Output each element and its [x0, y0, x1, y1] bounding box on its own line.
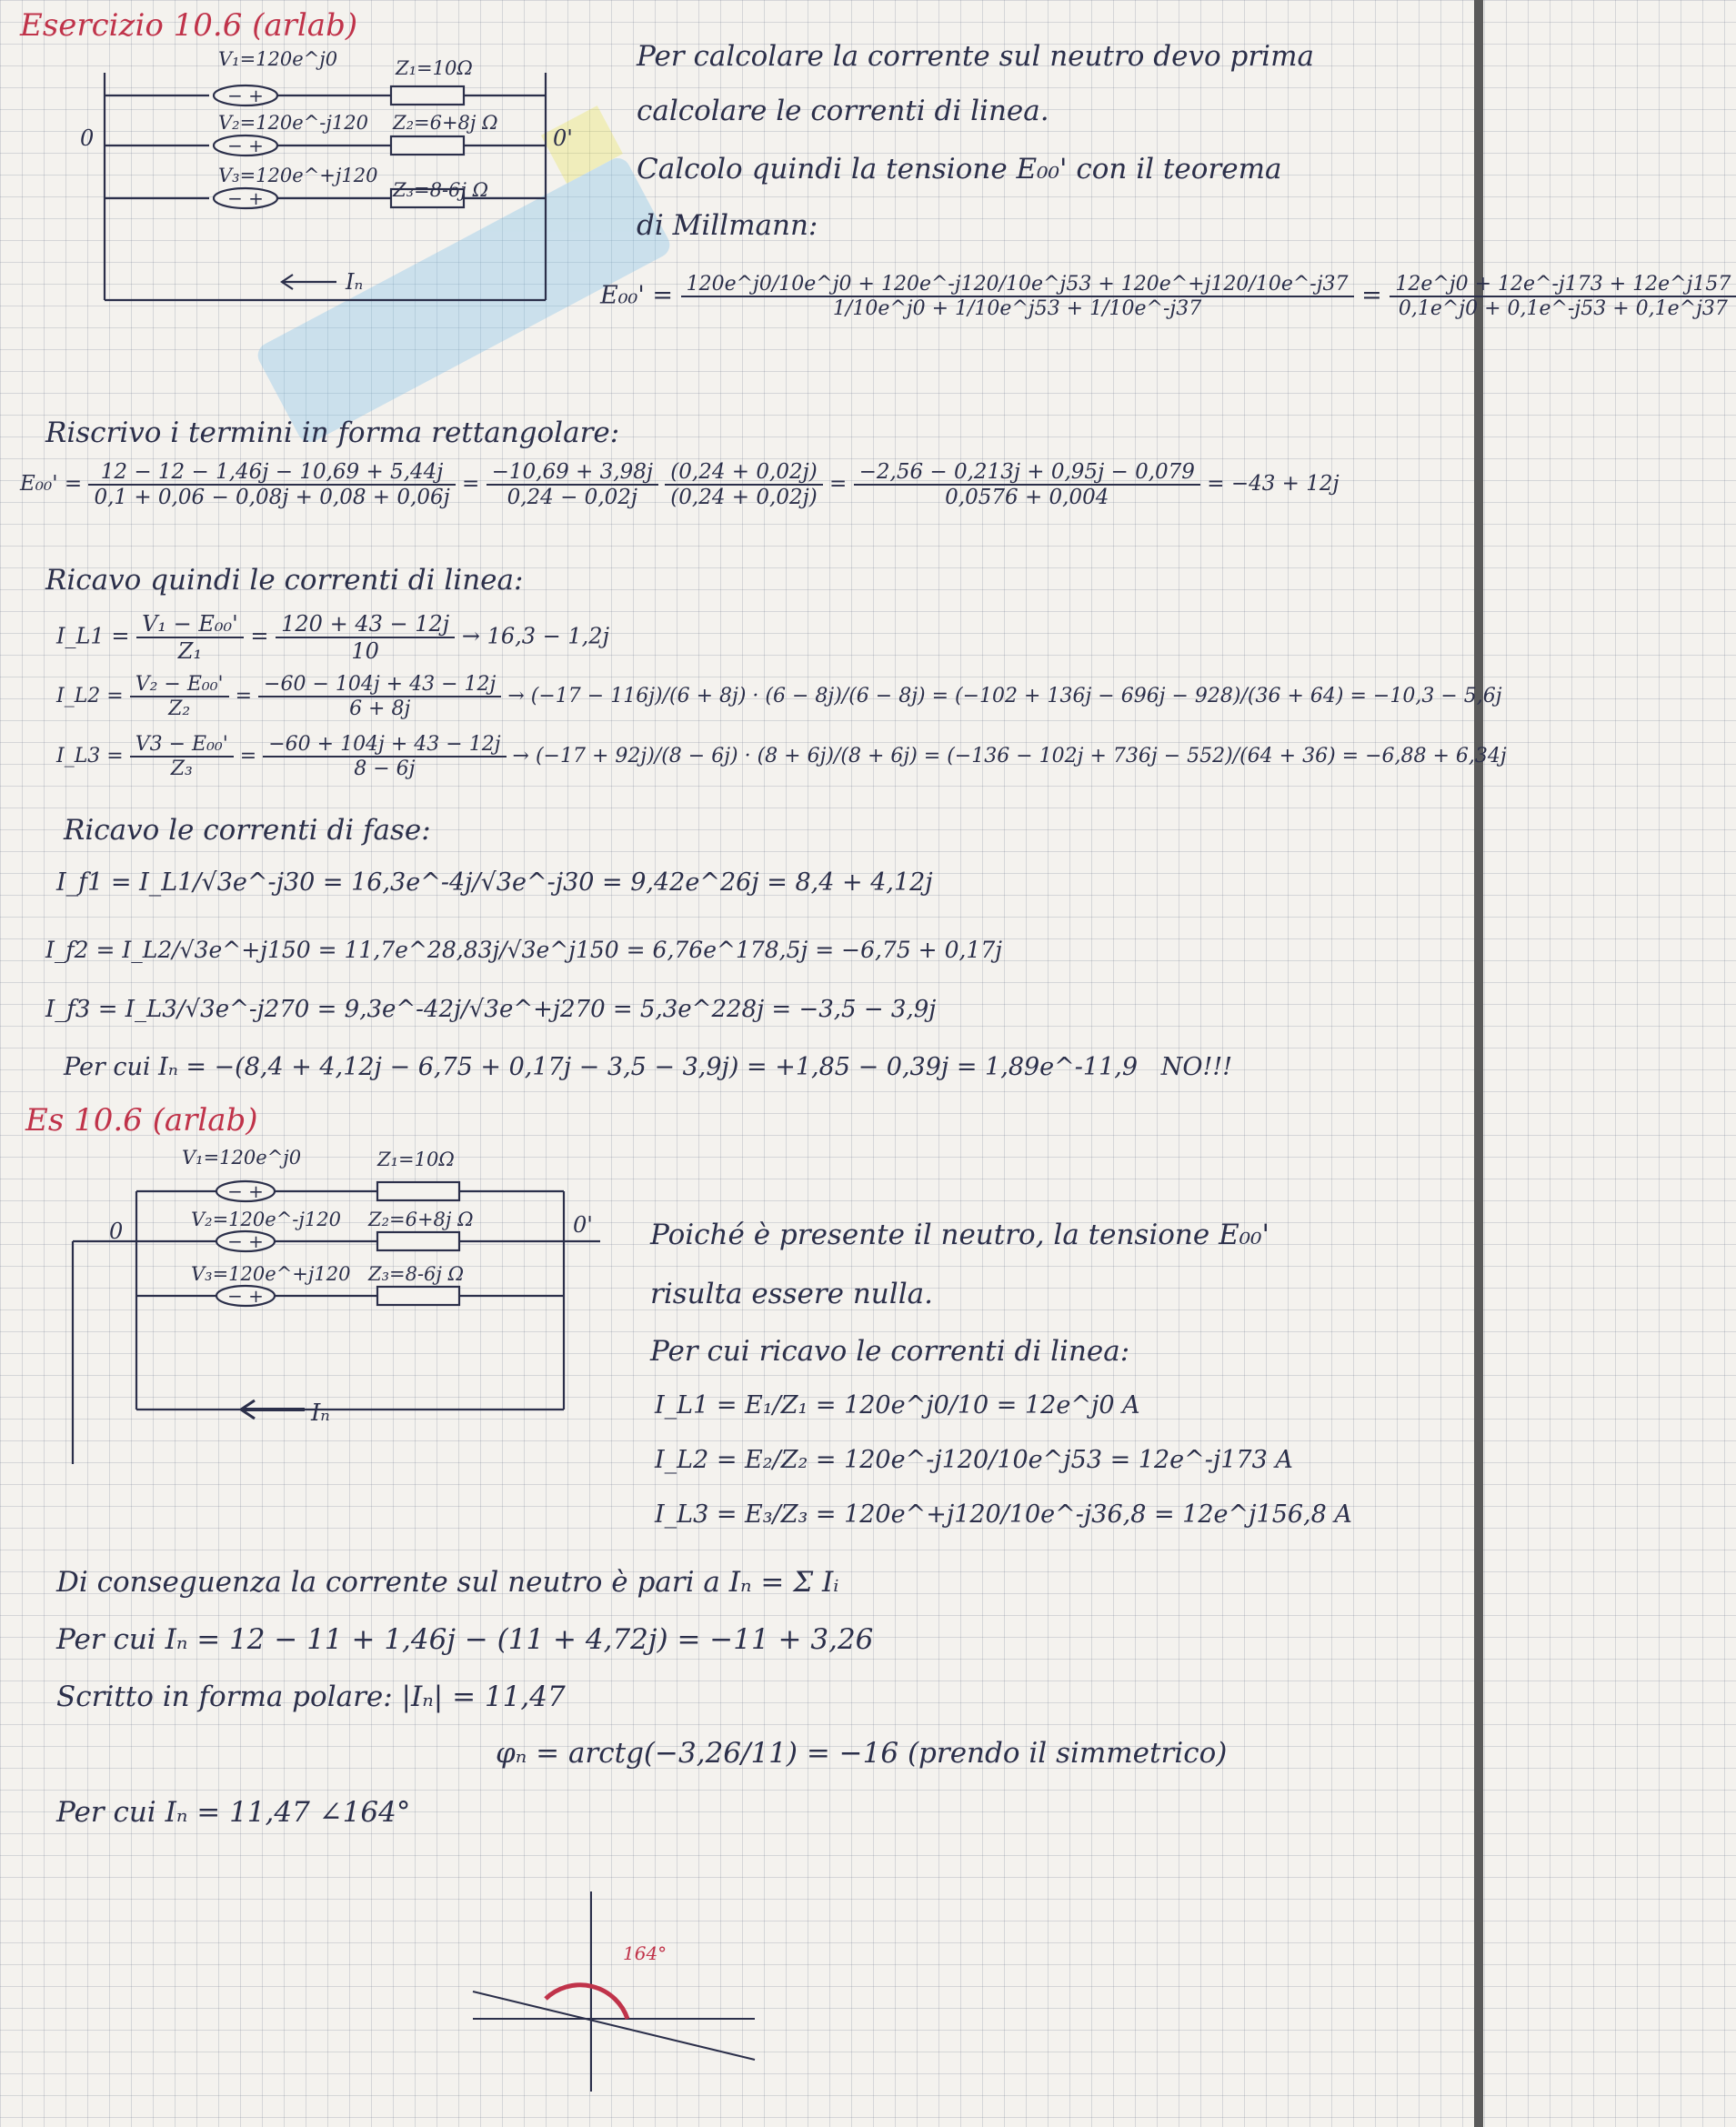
ex1-il1-row: I_L1 = $\frac{\text{V₁ − E₀₀'}}{\text{Z₁}}$ = $\frac{120 + 43 - 12j}{10}$ → 16,3 − 1,2j [56, 611, 610, 664]
ex2-v1-label: V₁=120e^j0 [182, 1147, 302, 1169]
ex2-conclusion-3: Scritto in forma polare: |Iₙ| = 11,47 [56, 1681, 566, 1713]
il2-f2: −60 − 104j + 43 − 12j [258, 673, 501, 697]
ex1-intro-1: Per calcolare la corrente sul neutro devo prima [637, 40, 1314, 73]
ex1-z2-label: Z₂=6+8j Ω [393, 112, 498, 134]
millman-num2: 12e^j0 + 12e^-j173 + 12e^j157 [1390, 273, 1736, 297]
il2-f1: V₂ − E₀₀' [130, 673, 229, 697]
ex1-z1-label: Z₁=10Ω [396, 57, 473, 79]
ex2-intro-3: Per cui ricavo le correnti di linea: [650, 1335, 1130, 1368]
ex1-in-row [64, 1053, 1232, 1081]
ex1-line-heading: Ricavo quindi le correnti di linea: [45, 564, 524, 597]
ex2-il3: I_L3 = E₃/Z₃ = 120e^+j120/10e^-j36,8 = 12e^j156,8 A [655, 1500, 1352, 1529]
il3-arrow: → [512, 745, 529, 768]
svg-text:− +: − + [227, 1230, 264, 1252]
ex1-circuit-diagram [36, 36, 618, 309]
ex2-intro-1: Poiché è presente il neutro, la tensione E₀₀' [650, 1219, 1270, 1251]
ex1-in-label: Iₙ [346, 269, 364, 295]
millman-num: 120e^j0/10e^j0 + 120e^-j120/10e^j53 + 120e^+j120/10e^-j37 [681, 273, 1354, 297]
ex1-intro-4: di Millmann: [637, 209, 818, 242]
ex1-il2-row: I_L2 = $\frac{\text{V₂ − E₀₀'}}{\text{Z₂}}$ = $\frac{-60 - 104j + 43 - 12j}{6 + 8j}$ → (−17 − 116j)/(6 + 8j) · (6 − 8j)/(6 − 8j) = (−102 + 136j − 696j − 928)/(36 + 64) = −10,3 − 5,6j [56, 673, 1502, 720]
il2-f1d: Z₂ [168, 697, 191, 720]
millman-den: 1/10e^j0 + 1/10e^j53 + 1/10e^-j37 [832, 297, 1202, 320]
ex2-v2-label: V₂=120e^-j120 [191, 1209, 341, 1230]
rect-den2: 0,24 − 0,02j [507, 486, 638, 509]
rect-num2: −10,69 + 3,98j [487, 460, 658, 486]
ex2-il2: I_L2 = E₂/Z₂ = 120e^-j120/10e^j53 = 12e^-j173 A [655, 1446, 1293, 1474]
ex2-node-0prime: 0' [573, 1212, 593, 1238]
il1-f1d: Z₁ [177, 638, 203, 664]
ex2-v3-label: V₃=120e^+j120 [191, 1263, 351, 1285]
ex2-in-label: Iₙ [311, 1400, 330, 1427]
ex1-node-0: 0 [80, 125, 95, 151]
il2-arrow: → [507, 685, 525, 707]
il1-result: 16,3 − 1,2j [487, 623, 610, 649]
ex1-if2: I_f2 = I_L2/√3e^+j150 = 11,7e^28,83j/√3e^j150 = 6,76e^178,5j = −6,75 + 0,17j [45, 937, 1002, 963]
ex1-in-verdict: NO!!! [1160, 1053, 1233, 1081]
il3-f1: V3 − E₀₀' [130, 733, 234, 757]
ex1-in-result: Per cui Iₙ = −(8,4 + 4,12j − 6,75 + 0,17j − 3,5 − 3,9j) = +1,85 − 0,39j = 1,89e^-11,9 [64, 1053, 1139, 1081]
ex2-angle-sketch [464, 1882, 791, 2101]
ex1-millman [600, 273, 1736, 320]
ex1-intro-3: Calcolo quindi la tensione E₀₀' con il teorema [637, 153, 1282, 186]
il3-f1d: Z₃ [170, 757, 193, 780]
svg-text:− +: − + [227, 187, 264, 209]
rect-num1: 12 − 12 − 1,46j − 10,69 + 5,44j [88, 460, 455, 486]
rect-num4: −2,56 − 0,213j + 0,95j − 0,079 [854, 460, 1200, 486]
il1-f1: V₁ − E₀₀' [136, 611, 244, 638]
ex1-if3: I_f3 = I_L3/√3e^-j270 = 9,3e^-42j/√3e^+j270 = 5,3e^228j = −3,5 − 3,9j [45, 996, 937, 1023]
ex2-z1-label: Z₁=10Ω [377, 1149, 455, 1170]
svg-text:− +: − + [227, 85, 264, 106]
il2-f2d: 6 + 8j [349, 697, 411, 720]
il1-f2d: 10 [351, 638, 379, 664]
ex2-z3-label: Z₃=8-6j Ω [368, 1263, 465, 1285]
ex1-rect-eq: E₀₀' = $\frac{12 - 12 - 1,46j - 10,69 + 5,44j}{0,1 + 0,06 - 0,08j + 0,08 + 0,06j}$ = $\frac{-10,69 + 3,98j}{0,24 - 0,02j}$ $\frac{(0,24 + 0,02j)}{(0,24 + 0,02j)}$ = $\frac{-2,56 - 0,213j + 0,95j - 0,079}{0,0576 + 0,004}$ = −43 + 12j [20, 460, 1340, 509]
ex2-il1: I_L1 = E₁/Z₁ = 120e^j0/10 = 12e^j0 A [655, 1391, 1140, 1420]
ex1-v3-label: V₃=120e^+j120 [218, 165, 378, 186]
il1-arrow: → [461, 623, 480, 649]
rect-result: = −43 + 12j [1207, 472, 1340, 496]
il3-f2d: 8 − 6j [354, 757, 416, 780]
ex1-phase-heading: Ricavo le correnti di fase: [64, 814, 431, 847]
ex2-final: Per cui Iₙ = 11,47 ∠164° [56, 1796, 411, 1829]
ex1-title: Esercizio 10.6 (arlab) [20, 7, 358, 44]
rect-den3: (0,24 + 0,02j) [670, 486, 818, 509]
ex1-v1-label: V₁=120e^j0 [218, 48, 338, 70]
ex2-phi: φₙ = arctg(−3,26/11) = −16 (prendo il simmetrico) [496, 1737, 1228, 1770]
svg-text:− +: − + [227, 1180, 264, 1202]
rect-den1: 0,1 + 0,06 − 0,08j + 0,08 + 0,06j [94, 486, 450, 509]
ex2-intro-2: risulta essere nulla. [650, 1278, 933, 1310]
ex1-z3-label: Z₃=8-6j Ω [393, 179, 489, 201]
rect-den4: 0,0576 + 0,004 [945, 486, 1109, 509]
il1-f2: 120 + 43 − 12j [276, 611, 455, 638]
millman-den2: 0,1e^j0 + 0,1e^-j53 + 0,1e^j37 [1398, 297, 1728, 320]
il3-lhs: I_L3 = [56, 745, 124, 768]
svg-text:− +: − + [227, 1285, 264, 1307]
ex2-conclusion-1: Di conseguenza la corrente sul neutro è pari a Iₙ = Σ Iᵢ [56, 1566, 839, 1599]
ex2-conclusion-2: Per cui Iₙ = 12 − 11 + 1,46j − (11 + 4,72j) = −11 + 3,26 [56, 1623, 874, 1656]
il3-result: (−17 + 92j)/(8 − 6j) · (8 + 6j)/(8 + 6j) = (−136 − 102j + 736j − 552)/(64 + 36) = −6,88 + 6,34j [535, 745, 1507, 768]
angle-label: 164° [623, 1942, 667, 1964]
ex2-circuit-diagram [55, 1137, 600, 1437]
il1-lhs: I_L1 = [56, 623, 130, 649]
ex1-intro-2: calcolare le correnti di linea. [637, 95, 1049, 127]
ex2-z2-label: Z₂=6+8j Ω [368, 1209, 474, 1230]
ex1-v2-label: V₂=120e^-j120 [218, 112, 368, 134]
ex1-if1: I_f1 = I_L1/√3e^-j30 = 16,3e^-4j/√3e^-j30 = 9,42e^26j = 8,4 + 4,12j [56, 868, 933, 897]
ex2-title: Es 10.6 (arlab) [25, 1102, 258, 1139]
svg-text:− +: − + [227, 135, 264, 156]
millman-lhs: E₀₀' = [600, 281, 673, 310]
millman-eq: = [1361, 281, 1382, 310]
il2-result: (−17 − 116j)/(6 + 8j) · (6 − 8j)/(6 − 8j) = (−102 + 136j − 696j − 928)/(36 + 64) = −10,3 − 5,6j [530, 685, 1502, 707]
rect-lhs: E₀₀' = [20, 472, 83, 496]
ex1-node-0prime: 0' [553, 125, 573, 151]
rect-num3: (0,24 + 0,02j) [665, 460, 822, 486]
ex2-node-0: 0 [109, 1219, 124, 1244]
il3-f2: −60 + 104j + 43 − 12j [263, 733, 506, 757]
il2-lhs: I_L2 = [56, 685, 124, 707]
ex1-il3-row: I_L3 = $\frac{\text{V3 − E₀₀'}}{\text{Z₃}}$ = $\frac{-60 + 104j + 43 - 12j}{8 - 6j}$ → (−17 + 92j)/(8 − 6j) · (8 + 6j)/(8 + 6j) = (−136 − 102j + 736j − 552)/(64 + 36) = −6,88 + 6,34j [56, 733, 1507, 780]
ex1-rect-heading: Riscrivo i termini in forma rettangolare: [45, 416, 620, 449]
